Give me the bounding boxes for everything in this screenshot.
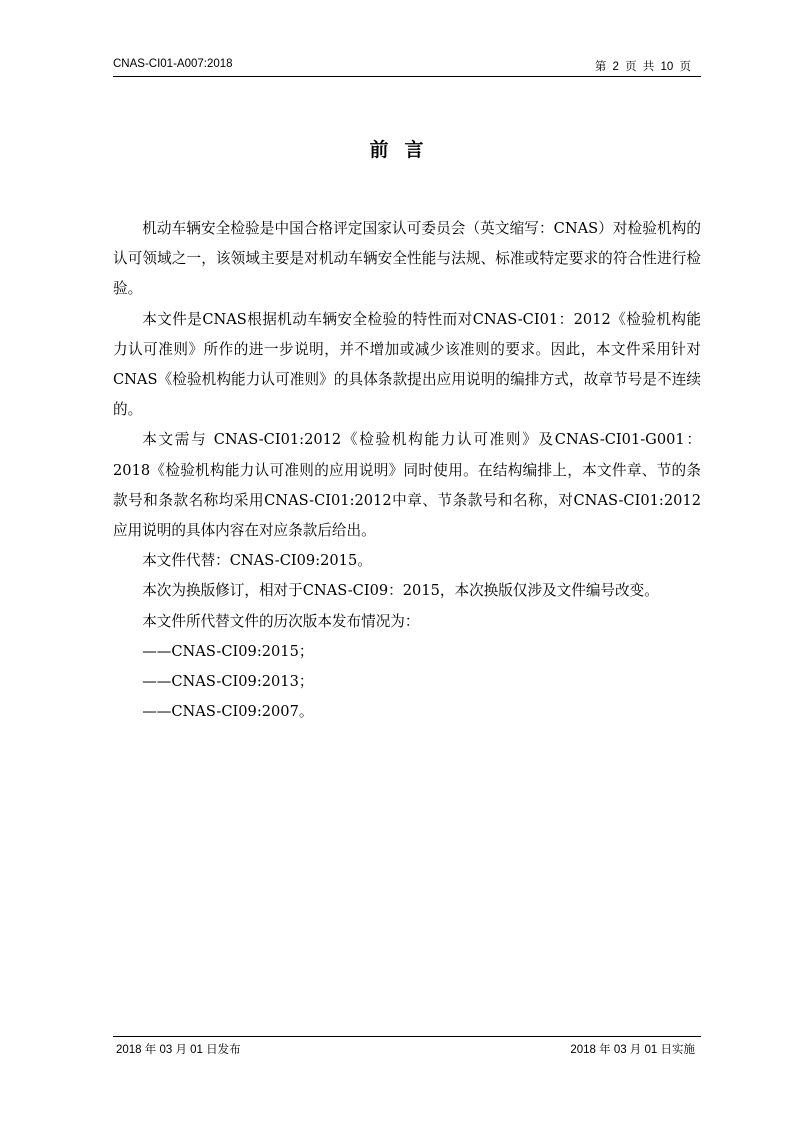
- paragraph-intro: 机动车辆安全检验是中国合格评定国家认可委员会（英文缩写：CNAS）对检验机构的认可领域之一，该领域主要是对机动车辆安全性能与法规、标准或特定要求的符合性进行检验。: [113, 220, 701, 298]
- page-footer: [113, 1036, 701, 1057]
- effective-date: 2018 年 03 月 01 日实施: [570, 1044, 695, 1056]
- publish-date: 2018 年 03 月 01 日发布: [116, 1044, 241, 1056]
- document-code: CNAS-CI01-A007:2018: [113, 58, 233, 70]
- history-item: ——CNAS-CI09:2015；: [142, 642, 314, 660]
- page-number: 第 2 页 共 10 页: [594, 61, 691, 73]
- paragraph-history-intro: 本文件所代替文件的历次版本发布情况为：: [142, 612, 420, 630]
- page-header: [113, 56, 701, 77]
- paragraph-replaces: 本文件代替：CNAS-CI09:2015。: [142, 552, 372, 570]
- history-item: ——CNAS-CI09:2007。: [142, 703, 314, 721]
- history-item: ——CNAS-CI09:2013；: [142, 673, 314, 691]
- paragraph-purpose: 本文件是CNAS根据机动车辆安全检验的特性而对CNAS-CI01：2012《检验机构能力认可准则》所作的进一步说明，并不增加或减少该准则的要求。因此，本文件采用针对CNAS《检验机构能力认可准则》的具体条款提出应用说明的编排方式，故章节号是不连续的。: [113, 310, 701, 419]
- paragraph-revision: 本次为换版修订，相对于CNAS-CI09：2015，本次换版仅涉及文件编号改变。: [142, 582, 659, 600]
- paragraph-usage: 本文需与 CNAS-CI01:2012《检验机构能力认可准则》及CNAS-CI01-G001：2018《检验机构能力认可准则的应用说明》同时使用。在结构编排上，本文件章、节的条款号和条款名称均采用CNAS-CI01:2012中章、节条款号和名称，对CNAS-CI01:2012应用说明的具体内容在对应条款后给出。: [113, 431, 701, 540]
- page-title: 前言: [369, 139, 440, 161]
- document-body: [113, 214, 701, 727]
